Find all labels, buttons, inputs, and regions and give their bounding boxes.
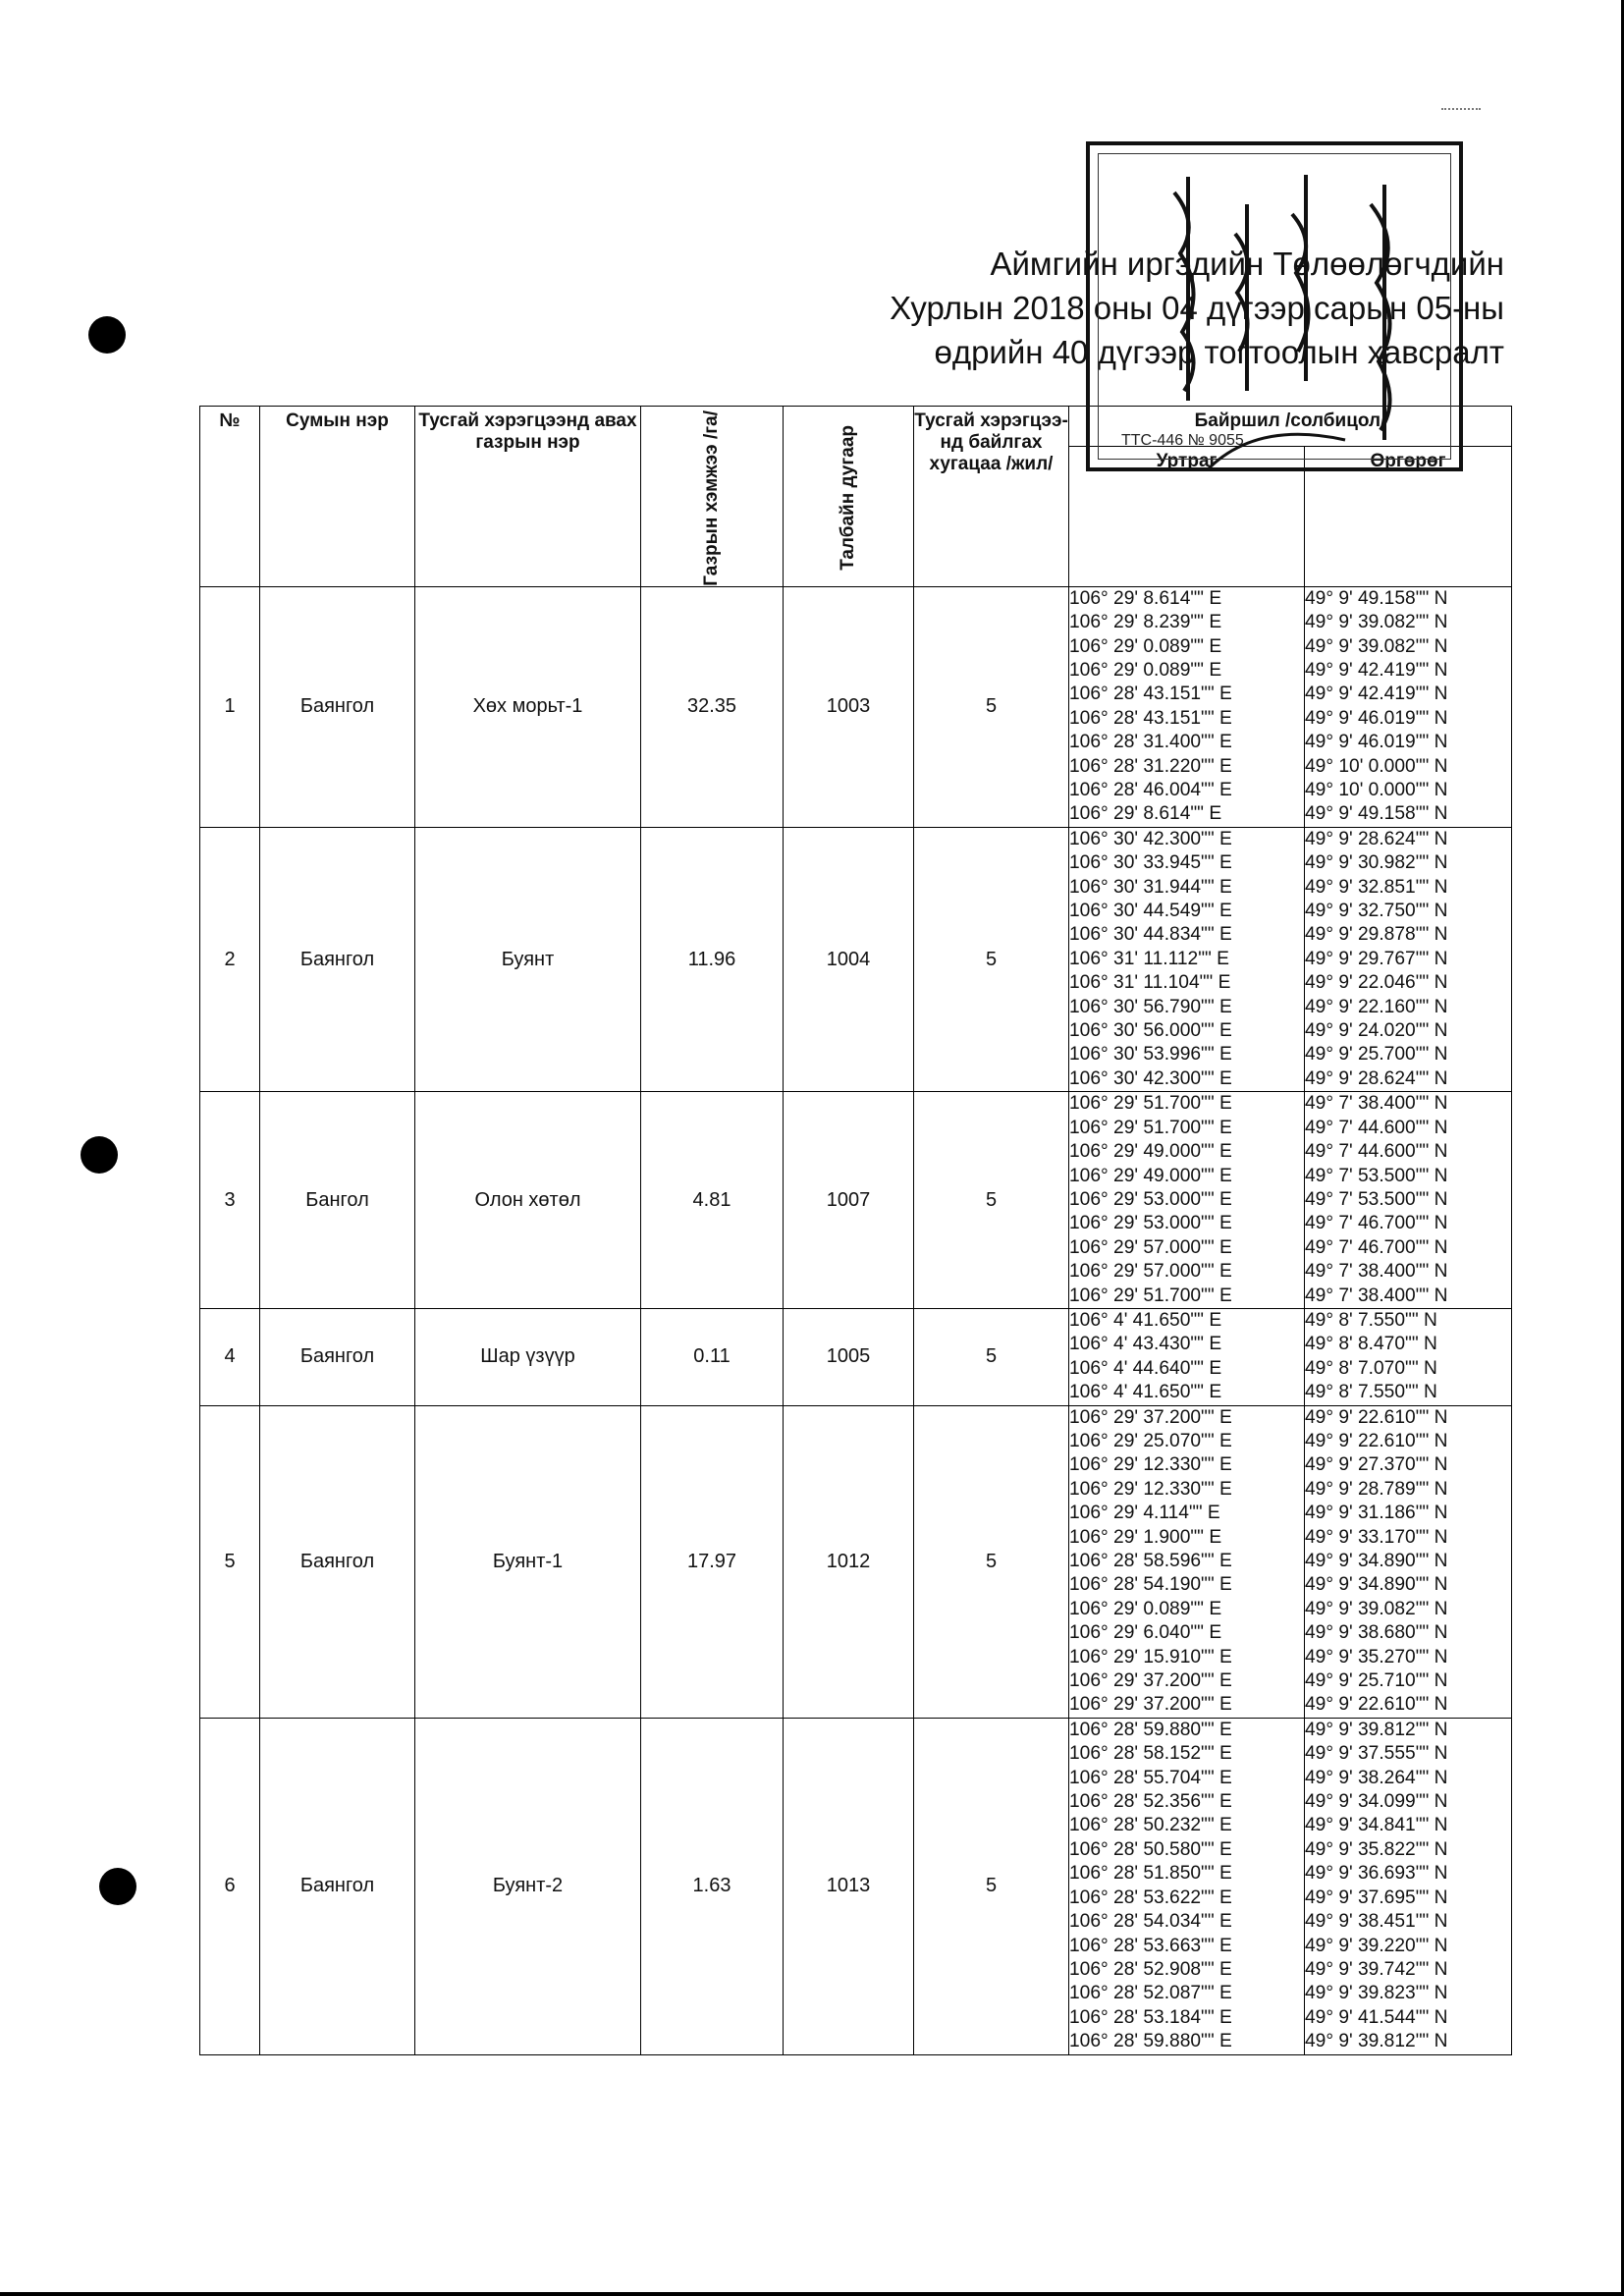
- cell-duration: 5: [914, 827, 1069, 1091]
- cell-number: 5: [200, 1405, 260, 1718]
- longitude-value: 106° 30' 42.300"" E: [1069, 828, 1232, 849]
- latitude-value: 49° 9' 49.158"" N: [1305, 803, 1448, 825]
- latitude-value: 49° 9' 28.789"" N: [1305, 1478, 1448, 1500]
- latitude-value: 49° 9' 27.370"" N: [1305, 1454, 1448, 1476]
- longitude-value: 106° 28' 43.151"" E: [1069, 683, 1232, 705]
- scan-artifact: [1441, 108, 1481, 112]
- latitude-value: 49° 7' 53.500"" N: [1305, 1188, 1448, 1210]
- cell-longitude-list: [1069, 1092, 1305, 1309]
- latitude-value: 49° 9' 41.544"" N: [1305, 2006, 1448, 2028]
- table-row: [200, 827, 1512, 1091]
- latitude-value: 49° 7' 53.500"" N: [1305, 1165, 1448, 1186]
- header-parcel-number-text: Талбайн дугаар: [838, 425, 858, 572]
- longitude-value: 106° 28' 59.880"" E: [1069, 1719, 1232, 1740]
- latitude-value: 49° 7' 46.700"" N: [1305, 1213, 1448, 1234]
- longitude-value: 106° 29' 8.614"" E: [1069, 587, 1222, 609]
- latitude-value: 49° 9' 39.082"" N: [1305, 612, 1448, 633]
- scan-edge-bottom: [0, 2292, 1624, 2296]
- longitude-value: 106° 28' 58.152"" E: [1069, 1743, 1232, 1765]
- table-row: [200, 1092, 1512, 1309]
- cell-place-name: Хөх морьт-1: [415, 586, 641, 827]
- longitude-value: 106° 29' 53.000"" E: [1069, 1213, 1232, 1234]
- latitude-value: 49° 9' 34.890"" N: [1305, 1574, 1448, 1596]
- cell-number: 3: [200, 1092, 260, 1309]
- cell-place-name: Буянт-1: [415, 1405, 641, 1718]
- cell-soum-name: Баянгол: [260, 586, 415, 827]
- header-number: №: [200, 407, 260, 587]
- cell-parcel-number: 1004: [784, 827, 914, 1091]
- cell-latitude-list: [1305, 1308, 1512, 1405]
- header-latitude: Өргөрөг: [1305, 447, 1512, 586]
- latitude-value: 49° 9' 35.270"" N: [1305, 1646, 1448, 1667]
- latitude-value: 49° 9' 31.186"" N: [1305, 1503, 1448, 1524]
- longitude-value: 106° 28' 53.663"" E: [1069, 1935, 1232, 1956]
- cell-land-area: 4.81: [641, 1092, 784, 1309]
- longitude-value: 106° 28' 53.622"" E: [1069, 1886, 1232, 1908]
- longitude-value: 106° 28' 31.220"" E: [1069, 755, 1232, 777]
- latitude-value: 49° 9' 34.099"" N: [1305, 1791, 1448, 1813]
- longitude-value: 106° 30' 53.996"" E: [1069, 1044, 1232, 1066]
- cell-land-area: 11.96: [641, 827, 784, 1091]
- longitude-value: 106° 29' 53.000"" E: [1069, 1188, 1232, 1210]
- longitude-value: 106° 28' 31.400"" E: [1069, 732, 1232, 753]
- cell-duration: 5: [914, 586, 1069, 827]
- table-row: [200, 1718, 1512, 2054]
- latitude-value: 49° 9' 37.695"" N: [1305, 1886, 1448, 1908]
- longitude-value: 106° 28' 43.151"" E: [1069, 707, 1232, 729]
- longitude-value: 106° 29' 0.089"" E: [1069, 1598, 1222, 1619]
- longitude-value: 106° 29' 12.330"" E: [1069, 1478, 1232, 1500]
- cell-land-area: 1.63: [641, 1718, 784, 2054]
- longitude-value: 106° 28' 53.184"" E: [1069, 2006, 1232, 2028]
- latitude-value: 49° 9' 38.451"" N: [1305, 1911, 1448, 1933]
- longitude-value: 106° 29' 0.089"" E: [1069, 635, 1222, 657]
- latitude-value: 49° 7' 46.700"" N: [1305, 1236, 1448, 1258]
- cell-longitude-list: [1069, 827, 1305, 1091]
- latitude-value: 49° 7' 38.400"" N: [1305, 1093, 1448, 1115]
- longitude-value: 106° 29' 49.000"" E: [1069, 1165, 1232, 1186]
- cell-duration: 5: [914, 1308, 1069, 1405]
- latitude-value: 49° 9' 46.019"" N: [1305, 707, 1448, 729]
- cell-longitude-list: [1069, 586, 1305, 827]
- latitude-value: 49° 9' 32.750"" N: [1305, 901, 1448, 922]
- longitude-value: 106° 29' 51.700"" E: [1069, 1285, 1232, 1306]
- coordinates-table: [199, 406, 1512, 2055]
- cell-latitude-list: [1305, 1718, 1512, 2054]
- longitude-value: 106° 28' 52.356"" E: [1069, 1791, 1232, 1813]
- cell-place-name: Буянт-2: [415, 1718, 641, 2054]
- stamp-code: ТТС-446 № 9055: [1121, 432, 1244, 449]
- latitude-value: 49° 8' 7.550"" N: [1305, 1309, 1437, 1331]
- official-stamp: [1086, 141, 1463, 471]
- longitude-value: 106° 30' 56.000"" E: [1069, 1020, 1232, 1042]
- cell-parcel-number: 1005: [784, 1308, 914, 1405]
- latitude-value: 49° 9' 34.841"" N: [1305, 1815, 1448, 1836]
- latitude-value: 49° 9' 30.982"" N: [1305, 852, 1448, 874]
- latitude-value: 49° 7' 38.400"" N: [1305, 1261, 1448, 1283]
- cell-latitude-list: [1305, 1405, 1512, 1718]
- cell-latitude-list: [1305, 586, 1512, 827]
- longitude-value: 106° 30' 44.834"" E: [1069, 924, 1232, 946]
- cell-longitude-list: [1069, 1308, 1305, 1405]
- stamp-signature-marks: [1090, 145, 1459, 467]
- longitude-value: 106° 30' 44.549"" E: [1069, 901, 1232, 922]
- latitude-value: 49° 9' 22.610"" N: [1305, 1406, 1448, 1428]
- longitude-value: 106° 29' 0.089"" E: [1069, 659, 1222, 681]
- latitude-value: 49° 8' 7.550"" N: [1305, 1382, 1437, 1403]
- latitude-value: 49° 10' 0.000"" N: [1305, 755, 1448, 777]
- longitude-value: 106° 29' 6.040"" E: [1069, 1622, 1222, 1644]
- longitude-value: 106° 28' 55.704"" E: [1069, 1767, 1232, 1788]
- heading-line-3: өдрийн 40 дүгээр тогтоолын хавсралт: [934, 334, 1504, 370]
- cell-parcel-number: 1013: [784, 1718, 914, 2054]
- heading-line-2: Хурлын 2018 оны 04 дүгээр сарын 05-ны: [890, 290, 1504, 326]
- table-body: [200, 586, 1512, 2054]
- latitude-value: 49° 9' 22.046"" N: [1305, 972, 1448, 994]
- cell-duration: 5: [914, 1718, 1069, 2054]
- cell-number: 1: [200, 586, 260, 827]
- longitude-value: 106° 29' 51.700"" E: [1069, 1117, 1232, 1138]
- cell-duration: 5: [914, 1405, 1069, 1718]
- cell-place-name: Шар үзүүр: [415, 1308, 641, 1405]
- cell-soum-name: Бангол: [260, 1092, 415, 1309]
- longitude-value: 106° 31' 11.104"" E: [1069, 972, 1231, 994]
- latitude-value: 49° 9' 39.823"" N: [1305, 1983, 1448, 2004]
- table-row: [200, 1405, 1512, 1718]
- latitude-value: 49° 9' 39.742"" N: [1305, 1958, 1448, 1980]
- longitude-value: 106° 29' 51.700"" E: [1069, 1093, 1232, 1115]
- punch-hole-middle: [81, 1136, 118, 1174]
- cell-number: 6: [200, 1718, 260, 2054]
- cell-parcel-number: 1012: [784, 1405, 914, 1718]
- cell-number: 4: [200, 1308, 260, 1405]
- header-duration: Тусгай хэрэгцээ-нд байлгах хугацаа /жил/: [914, 407, 1069, 587]
- cell-latitude-list: [1305, 827, 1512, 1091]
- cell-duration: 5: [914, 1092, 1069, 1309]
- latitude-value: 49° 9' 34.890"" N: [1305, 1551, 1448, 1571]
- latitude-value: 49° 9' 22.610"" N: [1305, 1430, 1448, 1451]
- latitude-value: 49° 10' 0.000"" N: [1305, 780, 1448, 800]
- latitude-value: 49° 9' 39.082"" N: [1305, 635, 1448, 657]
- latitude-value: 49° 9' 39.812"" N: [1305, 2031, 1448, 2052]
- cell-soum-name: Баянгол: [260, 827, 415, 1091]
- longitude-value: 106° 29' 8.239"" E: [1069, 612, 1222, 633]
- cell-soum-name: Баянгол: [260, 1308, 415, 1405]
- latitude-value: 49° 7' 44.600"" N: [1305, 1117, 1448, 1138]
- latitude-value: 49° 9' 37.555"" N: [1305, 1743, 1448, 1765]
- longitude-value: 106° 30' 56.790"" E: [1069, 996, 1232, 1017]
- longitude-value: 106° 29' 37.200"" E: [1069, 1694, 1232, 1716]
- punch-hole-bottom: [99, 1868, 136, 1905]
- cell-number: 2: [200, 827, 260, 1091]
- latitude-value: 49° 9' 42.419"" N: [1305, 659, 1448, 681]
- latitude-value: 49° 9' 38.264"" N: [1305, 1767, 1448, 1788]
- cell-land-area: 0.11: [641, 1308, 784, 1405]
- longitude-value: 106° 29' 57.000"" E: [1069, 1236, 1232, 1258]
- latitude-value: 49° 9' 22.610"" N: [1305, 1694, 1448, 1716]
- header-land-area-text: Газрын хэмжээ /га/: [701, 410, 722, 586]
- cell-soum-name: Баянгол: [260, 1405, 415, 1718]
- cell-place-name: Буянт: [415, 827, 641, 1091]
- cell-parcel-number: 1003: [784, 586, 914, 827]
- longitude-value: 106° 28' 50.580"" E: [1069, 1838, 1232, 1860]
- punch-hole-top: [88, 316, 126, 354]
- header-location: Байршил /солбицол/: [1069, 407, 1512, 447]
- longitude-value: 106° 29' 37.200"" E: [1069, 1406, 1232, 1428]
- latitude-value: 49° 9' 36.693"" N: [1305, 1863, 1448, 1885]
- latitude-value: 49° 9' 38.680"" N: [1305, 1622, 1448, 1644]
- longitude-value: 106° 28' 54.034"" E: [1069, 1911, 1232, 1933]
- longitude-value: 106° 29' 25.070"" E: [1069, 1430, 1232, 1451]
- table-row: [200, 586, 1512, 827]
- longitude-value: 106° 28' 58.596"" E: [1069, 1551, 1232, 1571]
- longitude-value: 106° 30' 31.944"" E: [1069, 876, 1232, 898]
- longitude-value: 106° 29' 1.900"" E: [1069, 1526, 1222, 1548]
- cell-latitude-list: [1305, 1092, 1512, 1309]
- longitude-value: 106° 28' 59.880"" E: [1069, 2031, 1232, 2052]
- latitude-value: 49° 9' 39.812"" N: [1305, 1719, 1448, 1740]
- longitude-value: 106° 4' 41.650"" E: [1069, 1382, 1222, 1403]
- latitude-value: 49° 9' 39.220"" N: [1305, 1935, 1448, 1956]
- longitude-value: 106° 28' 52.908"" E: [1069, 1958, 1232, 1980]
- latitude-value: 49° 9' 24.020"" N: [1305, 1020, 1448, 1042]
- longitude-value: 106° 29' 49.000"" E: [1069, 1141, 1232, 1163]
- longitude-value: 106° 28' 46.004"" E: [1069, 780, 1232, 800]
- longitude-value: 106° 28' 50.232"" E: [1069, 1815, 1232, 1836]
- latitude-value: 49° 9' 22.160"" N: [1305, 996, 1448, 1017]
- latitude-value: 49° 9' 39.082"" N: [1305, 1598, 1448, 1619]
- latitude-value: 49° 9' 33.170"" N: [1305, 1526, 1448, 1548]
- longitude-value: 106° 31' 11.112"" E: [1069, 948, 1229, 969]
- longitude-value: 106° 28' 54.190"" E: [1069, 1574, 1232, 1596]
- cell-soum-name: Баянгол: [260, 1718, 415, 2054]
- header-soum-name: Сумын нэр: [260, 407, 415, 587]
- latitude-value: 49° 9' 28.624"" N: [1305, 1067, 1448, 1089]
- heading-line-1: Аймгийн иргэдийн Төлөөлөгчдийн: [990, 246, 1504, 282]
- latitude-value: 49° 9' 29.767"" N: [1305, 948, 1448, 969]
- latitude-value: 49° 9' 25.700"" N: [1305, 1044, 1448, 1066]
- latitude-value: 49° 9' 35.822"" N: [1305, 1838, 1448, 1860]
- latitude-value: 49° 9' 32.851"" N: [1305, 876, 1448, 898]
- cell-parcel-number: 1007: [784, 1092, 914, 1309]
- header-land-area: [641, 407, 784, 587]
- header-place-name: Тусгай хэрэгцээнд авах газрын нэр: [415, 407, 641, 587]
- latitude-value: 49° 9' 28.624"" N: [1305, 828, 1448, 849]
- latitude-value: 49° 8' 8.470"" N: [1305, 1334, 1437, 1355]
- longitude-value: 106° 30' 42.300"" E: [1069, 1067, 1232, 1089]
- cell-land-area: 32.35: [641, 586, 784, 827]
- longitude-value: 106° 29' 57.000"" E: [1069, 1261, 1232, 1283]
- header-parcel-number: [784, 407, 914, 587]
- longitude-value: 106° 30' 33.945"" E: [1069, 852, 1232, 874]
- cell-longitude-list: [1069, 1405, 1305, 1718]
- header-longitude: Уртраг: [1069, 447, 1305, 586]
- longitude-value: 106° 29' 15.910"" E: [1069, 1646, 1232, 1667]
- longitude-value: 106° 4' 44.640"" E: [1069, 1357, 1222, 1379]
- longitude-value: 106° 4' 41.650"" E: [1069, 1309, 1222, 1331]
- longitude-value: 106° 28' 51.850"" E: [1069, 1863, 1232, 1885]
- latitude-value: 49° 7' 38.400"" N: [1305, 1285, 1448, 1306]
- cell-longitude-list: [1069, 1718, 1305, 2054]
- longitude-value: 106° 29' 4.114"" E: [1069, 1503, 1220, 1524]
- latitude-value: 49° 9' 46.019"" N: [1305, 732, 1448, 753]
- cell-land-area: 17.97: [641, 1405, 784, 1718]
- latitude-value: 49° 9' 25.710"" N: [1305, 1670, 1448, 1692]
- longitude-value: 106° 4' 43.430"" E: [1069, 1334, 1222, 1355]
- latitude-value: 49° 9' 29.878"" N: [1305, 924, 1448, 946]
- longitude-value: 106° 29' 8.614"" E: [1069, 803, 1222, 825]
- latitude-value: 49° 7' 44.600"" N: [1305, 1141, 1448, 1163]
- longitude-value: 106° 29' 37.200"" E: [1069, 1670, 1232, 1692]
- latitude-value: 49° 9' 42.419"" N: [1305, 683, 1448, 705]
- latitude-value: 49° 9' 49.158"" N: [1305, 587, 1448, 609]
- table-row: [200, 1308, 1512, 1405]
- longitude-value: 106° 29' 12.330"" E: [1069, 1454, 1232, 1476]
- latitude-value: 49° 8' 7.070"" N: [1305, 1357, 1437, 1379]
- longitude-value: 106° 28' 52.087"" E: [1069, 1983, 1232, 2004]
- cell-place-name: Олон хөтөл: [415, 1092, 641, 1309]
